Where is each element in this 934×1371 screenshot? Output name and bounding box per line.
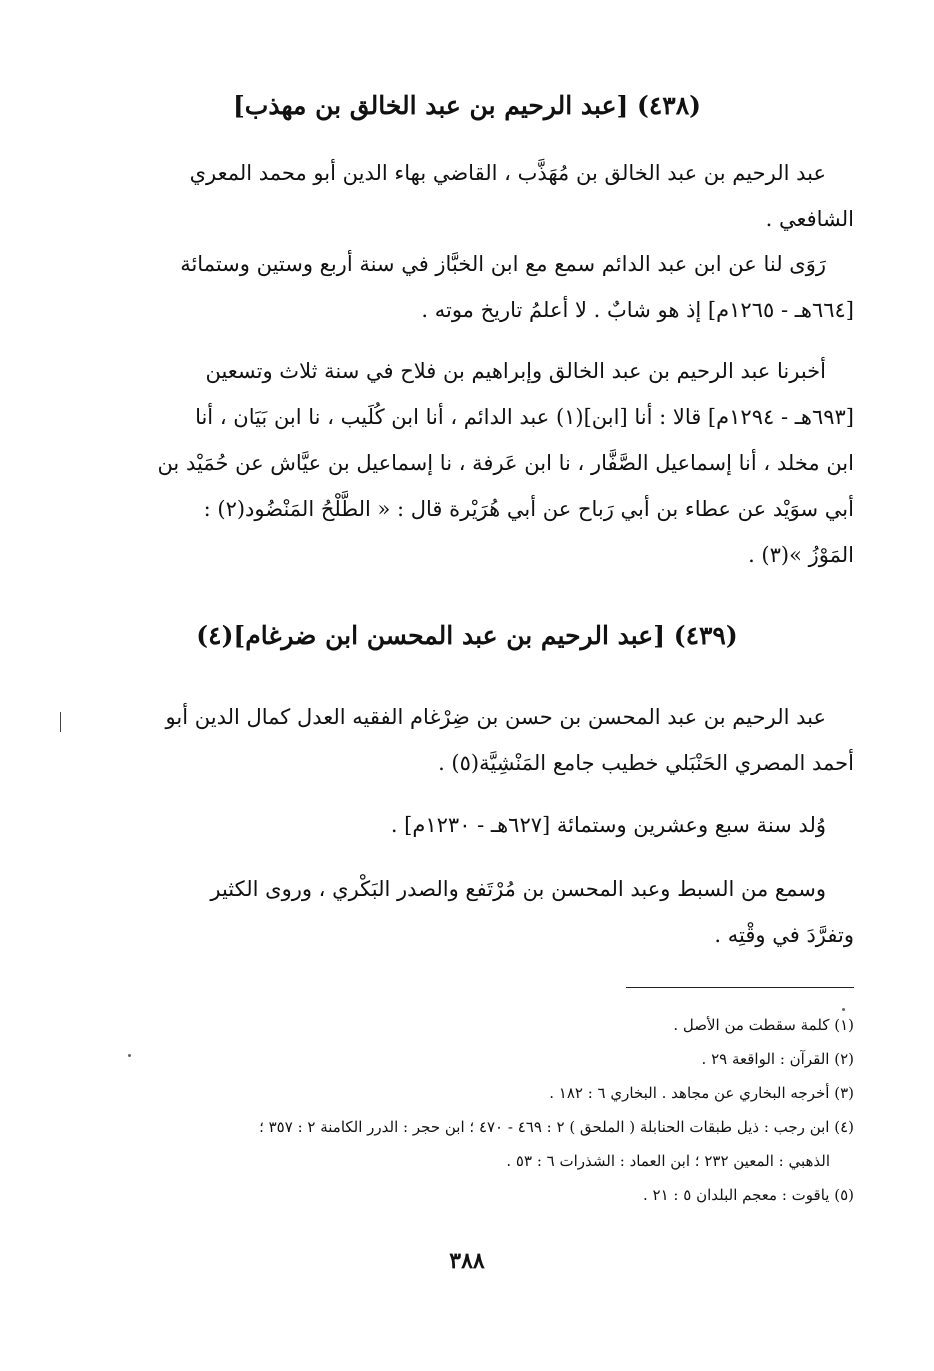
text-line: أبي سوَيْد عن عطاء بن أبي رَباح عن أبي هُرَيْرة قال : « الطَّلْحُ المَنْضُود(٢) : [203,497,854,521]
entry-438-paragraph-1 [80,150,854,242]
text-line: عبد الرحيم بن عبد المحسن بن حسن بن ضِرْغام الفقيه العدل كمال الدين أبو [165,705,826,729]
footnote-item: (٢) القرآن : الواقعة ٢٩ . [701,1050,854,1068]
entry-438-paragraph-3 [80,348,854,578]
text-line: [٦٦٤هـ - ١٢٦٥م] إذ هو شابٌ . لا أعلمُ تاريخ موته . [421,298,854,322]
scan-speck [842,1008,845,1011]
text-line: [٦٩٣هـ - ١٢٩٤م] قالا : أنا [ابن](١) عبد الدائم ، أنا ابن كُلَيب ، نا ابن بَيَان ، أنا [195,405,854,429]
text-line: وسمع من السبط وعبد المحسن بن مُرْتَفع والصدر البَكْري ، وروى الكثير [210,877,826,901]
text-line: ابن مخلد ، أنا إسماعيل الصَّفَّار ، نا ابن عَرفة ، نا إسماعيل بن عيَّاش عن حُمَيْد بن [157,451,854,475]
entry-438-paragraph-2 [80,241,854,333]
text-line: رَوَى لنا عن ابن عبد الدائم سمع مع ابن الخبَّاز في سنة أربع وستين وستمائة [180,252,826,276]
margin-mark [60,712,61,732]
footnotes [74,1008,854,1212]
footnote-item: (١) كلمة سقطت من الأصل . [673,1016,854,1034]
footnote-item: (٤) ابن رجب : ذيل طبقات الحنابلة ( الملحق ) ٢ : ٤٦٩ - ٤٧٠ ؛ ابن حجر : الدرر الكامنة ٢ : ٣٥٧ ؛ [259,1118,854,1136]
entry-heading-438: (٤٣٨) [عبد الرحيم بن عبد الخالق بن مهذب] [232,91,702,120]
text-line: عبد الرحيم بن عبد الخالق بن مُهَذَّب ، القاضي بهاء الدين أبو محمد المعري [189,161,826,185]
page-number: ٣٨٨ [449,1248,485,1274]
footnote-item: (٥) ياقوت : معجم البلدان ٥ : ٢١ . [642,1186,854,1204]
entry-439-paragraph-2 [80,802,826,848]
footnote-item: (٣) أخرجه البخاري عن مجاهد . البخاري ٦ : ١٨٢ . [549,1084,854,1102]
scan-speck [128,1054,131,1057]
footnote-divider [626,987,854,988]
text-line: أحمد المصري الحَنْبَلي خطيب جامع المَنْشِيَّة(٥) . [438,751,854,775]
text-line: وُلد سنة سبع وعشرين وستمائة [٦٢٧هـ - ١٢٣٠م] . [390,813,826,837]
text-line: وتفرَّدَ في وقْتِه . [714,923,854,947]
entry-heading-439: (٤٣٩) [عبد الرحيم بن عبد المحسن ابن ضرغام](٤) [196,621,738,650]
text-line: أخبرنا عبد الرحيم بن عبد الخالق وإبراهيم بن فلاح في سنة ثلاث وتسعين [205,359,826,383]
text-line: الشافعي . [765,207,854,231]
footnote-item-continuation: الذهبي : المعين ٢٣٢ ؛ ابن العماد : الشذرات ٦ : ٥٣ . [506,1152,830,1170]
entry-439-paragraph-1 [80,694,854,786]
text-line: المَوْزُ »(٣) . [748,543,854,567]
entry-439-paragraph-3 [80,866,854,958]
